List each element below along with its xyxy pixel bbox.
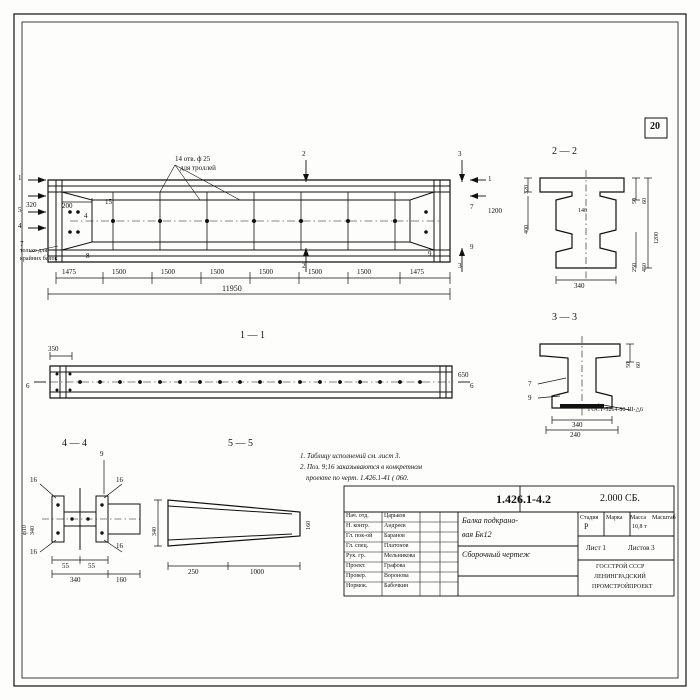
label-16-tl: 16 — [30, 476, 37, 484]
dim-340-33: 340 — [572, 421, 583, 429]
signature-name: Платонов — [384, 543, 409, 549]
signature-role: Нормок. — [346, 583, 368, 589]
mark-6-left: 6 — [26, 382, 30, 390]
signature-name: Баранов — [384, 533, 405, 539]
dim-d10-vert: ф10 — [22, 525, 28, 535]
title-line-1: Балка подкрано- — [462, 516, 519, 525]
dim-340-55: 340 — [152, 527, 158, 536]
mark-1-left: 1 — [18, 174, 22, 182]
dim-1475-left: 1475 — [62, 268, 76, 276]
mark-6-right: 6 — [470, 382, 474, 390]
sheet-set: 2.000 СБ. — [600, 493, 640, 504]
signature-role: Гл. спец. — [346, 543, 369, 549]
title-line-3: Сборочный чертеж — [462, 550, 531, 559]
dim-55-a: 55 — [62, 562, 69, 570]
dim-320-22: 320 — [524, 185, 530, 194]
note-line-2: 2. Поз. 9;16 заказываются в конкретном — [300, 463, 422, 471]
mark-1-right: 1 — [488, 175, 492, 183]
dim-240-33: 240 — [570, 431, 581, 439]
dim-340-44: 340 — [70, 576, 81, 584]
title-line-2: вая Бк12 — [462, 530, 492, 539]
signature-name: Графова — [384, 563, 406, 569]
section-mark-2-bottom: 2 — [302, 262, 306, 270]
note-line-3: проекте по черт. 1.426.1-41 ( 060. — [306, 474, 409, 482]
view-2-2-title: 2 — 2 — [552, 146, 577, 157]
dim-1500-1: 1500 — [112, 268, 126, 276]
dim-140-22: 140 — [578, 208, 587, 214]
view-4-4-title: 4 — 4 — [62, 438, 87, 449]
list-label: Лист 1 — [586, 544, 606, 552]
drawing-code: 1.426.1-4.2 — [496, 492, 551, 506]
stage-value: Р — [584, 522, 589, 531]
leader-7-right: 7 — [470, 203, 474, 211]
label-16-tr: 16 — [116, 476, 123, 484]
signature-role: Рук. гр. — [346, 553, 366, 559]
signature-role: Н. контр. — [346, 523, 370, 529]
note-edge-beams-1: только для — [20, 248, 48, 254]
dim-1500-4: 1500 — [259, 268, 273, 276]
leader-9: 9 — [428, 250, 432, 258]
dim-200: 200 — [62, 202, 73, 210]
dim-1200-main: 1200 — [488, 207, 502, 215]
mark-header: Марка — [606, 515, 623, 521]
dim-350: 350 — [48, 345, 59, 353]
dim-160-55: 160 — [306, 521, 312, 530]
mass-value: 10,8 т — [632, 524, 647, 530]
mass-header: Масса — [630, 515, 647, 521]
dim-340-22: 340 — [574, 282, 585, 290]
page-number: 20 — [650, 121, 660, 132]
view-3-3-title: 3 — 3 — [552, 312, 577, 323]
dim-1000-55: 1000 — [250, 568, 264, 576]
signature-name: Андреев — [384, 523, 406, 529]
org-line-1: ГОССТРОЙ СССР — [596, 564, 645, 570]
sheets-label: Листов 3 — [628, 544, 655, 552]
dim-4-main: 4 — [84, 212, 88, 220]
label-16-br: 16 — [116, 542, 123, 550]
org-line-2: ЛЕНИНГРАДСКИЙ — [594, 574, 646, 580]
holes-callout: 14 отв. ф 25 — [175, 155, 211, 163]
view-1-1-title: 1 — 1 — [240, 330, 265, 341]
dim-60-33: 60 — [636, 362, 642, 368]
dim-340-vert: 340 — [30, 526, 36, 535]
dim-55-b: 55 — [88, 562, 95, 570]
mark-4-left: 4 — [18, 222, 22, 230]
note-edge-beams-2: крайних балок — [20, 256, 58, 262]
dim-1475-right: 1475 — [410, 268, 424, 276]
label-7-33: 7 — [528, 380, 532, 388]
label-9-44: 9 — [100, 450, 104, 458]
dim-450-22: 450 — [642, 263, 648, 272]
signature-role: Нач. отд. — [346, 513, 369, 519]
dim-60-22: 60 — [642, 198, 648, 204]
leader-8: 8 — [86, 252, 90, 260]
section-mark-2-top: 2 — [302, 150, 306, 158]
signature-name: Воронова — [384, 573, 409, 579]
dim-1500-3: 1500 — [210, 268, 224, 276]
holes-callout-2: для троллей — [180, 164, 216, 172]
weld-note: ГОСТ-5264-80-Ш-△6 — [588, 407, 644, 413]
dim-50-33: 50 — [626, 362, 632, 368]
dim-1500-5: 1500 — [308, 268, 322, 276]
label-16-bl: 16 — [30, 548, 37, 556]
signature-role: Гл. пок-ой — [346, 533, 373, 539]
signature-name: Мельникова — [384, 553, 416, 559]
signature-role: Провер. — [346, 573, 367, 579]
dim-1500-2: 1500 — [161, 268, 175, 276]
dim-250-55: 250 — [188, 568, 199, 576]
dim-320: 320 — [26, 201, 37, 209]
view-5-5-title: 5 — 5 — [228, 438, 253, 449]
dim-15: 15 — [105, 198, 112, 206]
dim-250-22: 250 — [632, 263, 638, 272]
stage-header: Стадия — [580, 515, 599, 521]
leader-9-right: 9 — [470, 243, 474, 251]
signature-name: Бабочкин — [384, 583, 409, 589]
signature-role: Проект. — [346, 563, 366, 569]
leader-7-left: 7 — [20, 240, 24, 248]
section-mark-3-bottom: 3 — [458, 262, 462, 270]
signature-name: Царьков — [384, 513, 406, 519]
note-line-1: 1. Таблицу исполнений см. лист 3. — [300, 452, 401, 460]
section-mark-3-top: 3 — [458, 150, 462, 158]
dim-50-22: 50 — [632, 198, 638, 204]
scale-header: Масштаб — [652, 515, 676, 521]
dim-160-44: 160 — [116, 576, 127, 584]
dim-1500-6: 1500 — [357, 268, 371, 276]
dim-400-22: 400 — [524, 225, 530, 234]
org-line-3: ПРОМСТРОЙПРОЕКТ — [592, 584, 653, 590]
mark-5-left: 5 — [18, 206, 22, 214]
dim-1200-22: 1200 — [654, 232, 660, 244]
dim-650: 650 — [458, 371, 469, 379]
label-9-33: 9 — [528, 394, 532, 402]
dim-total-11950: 11950 — [222, 284, 242, 293]
